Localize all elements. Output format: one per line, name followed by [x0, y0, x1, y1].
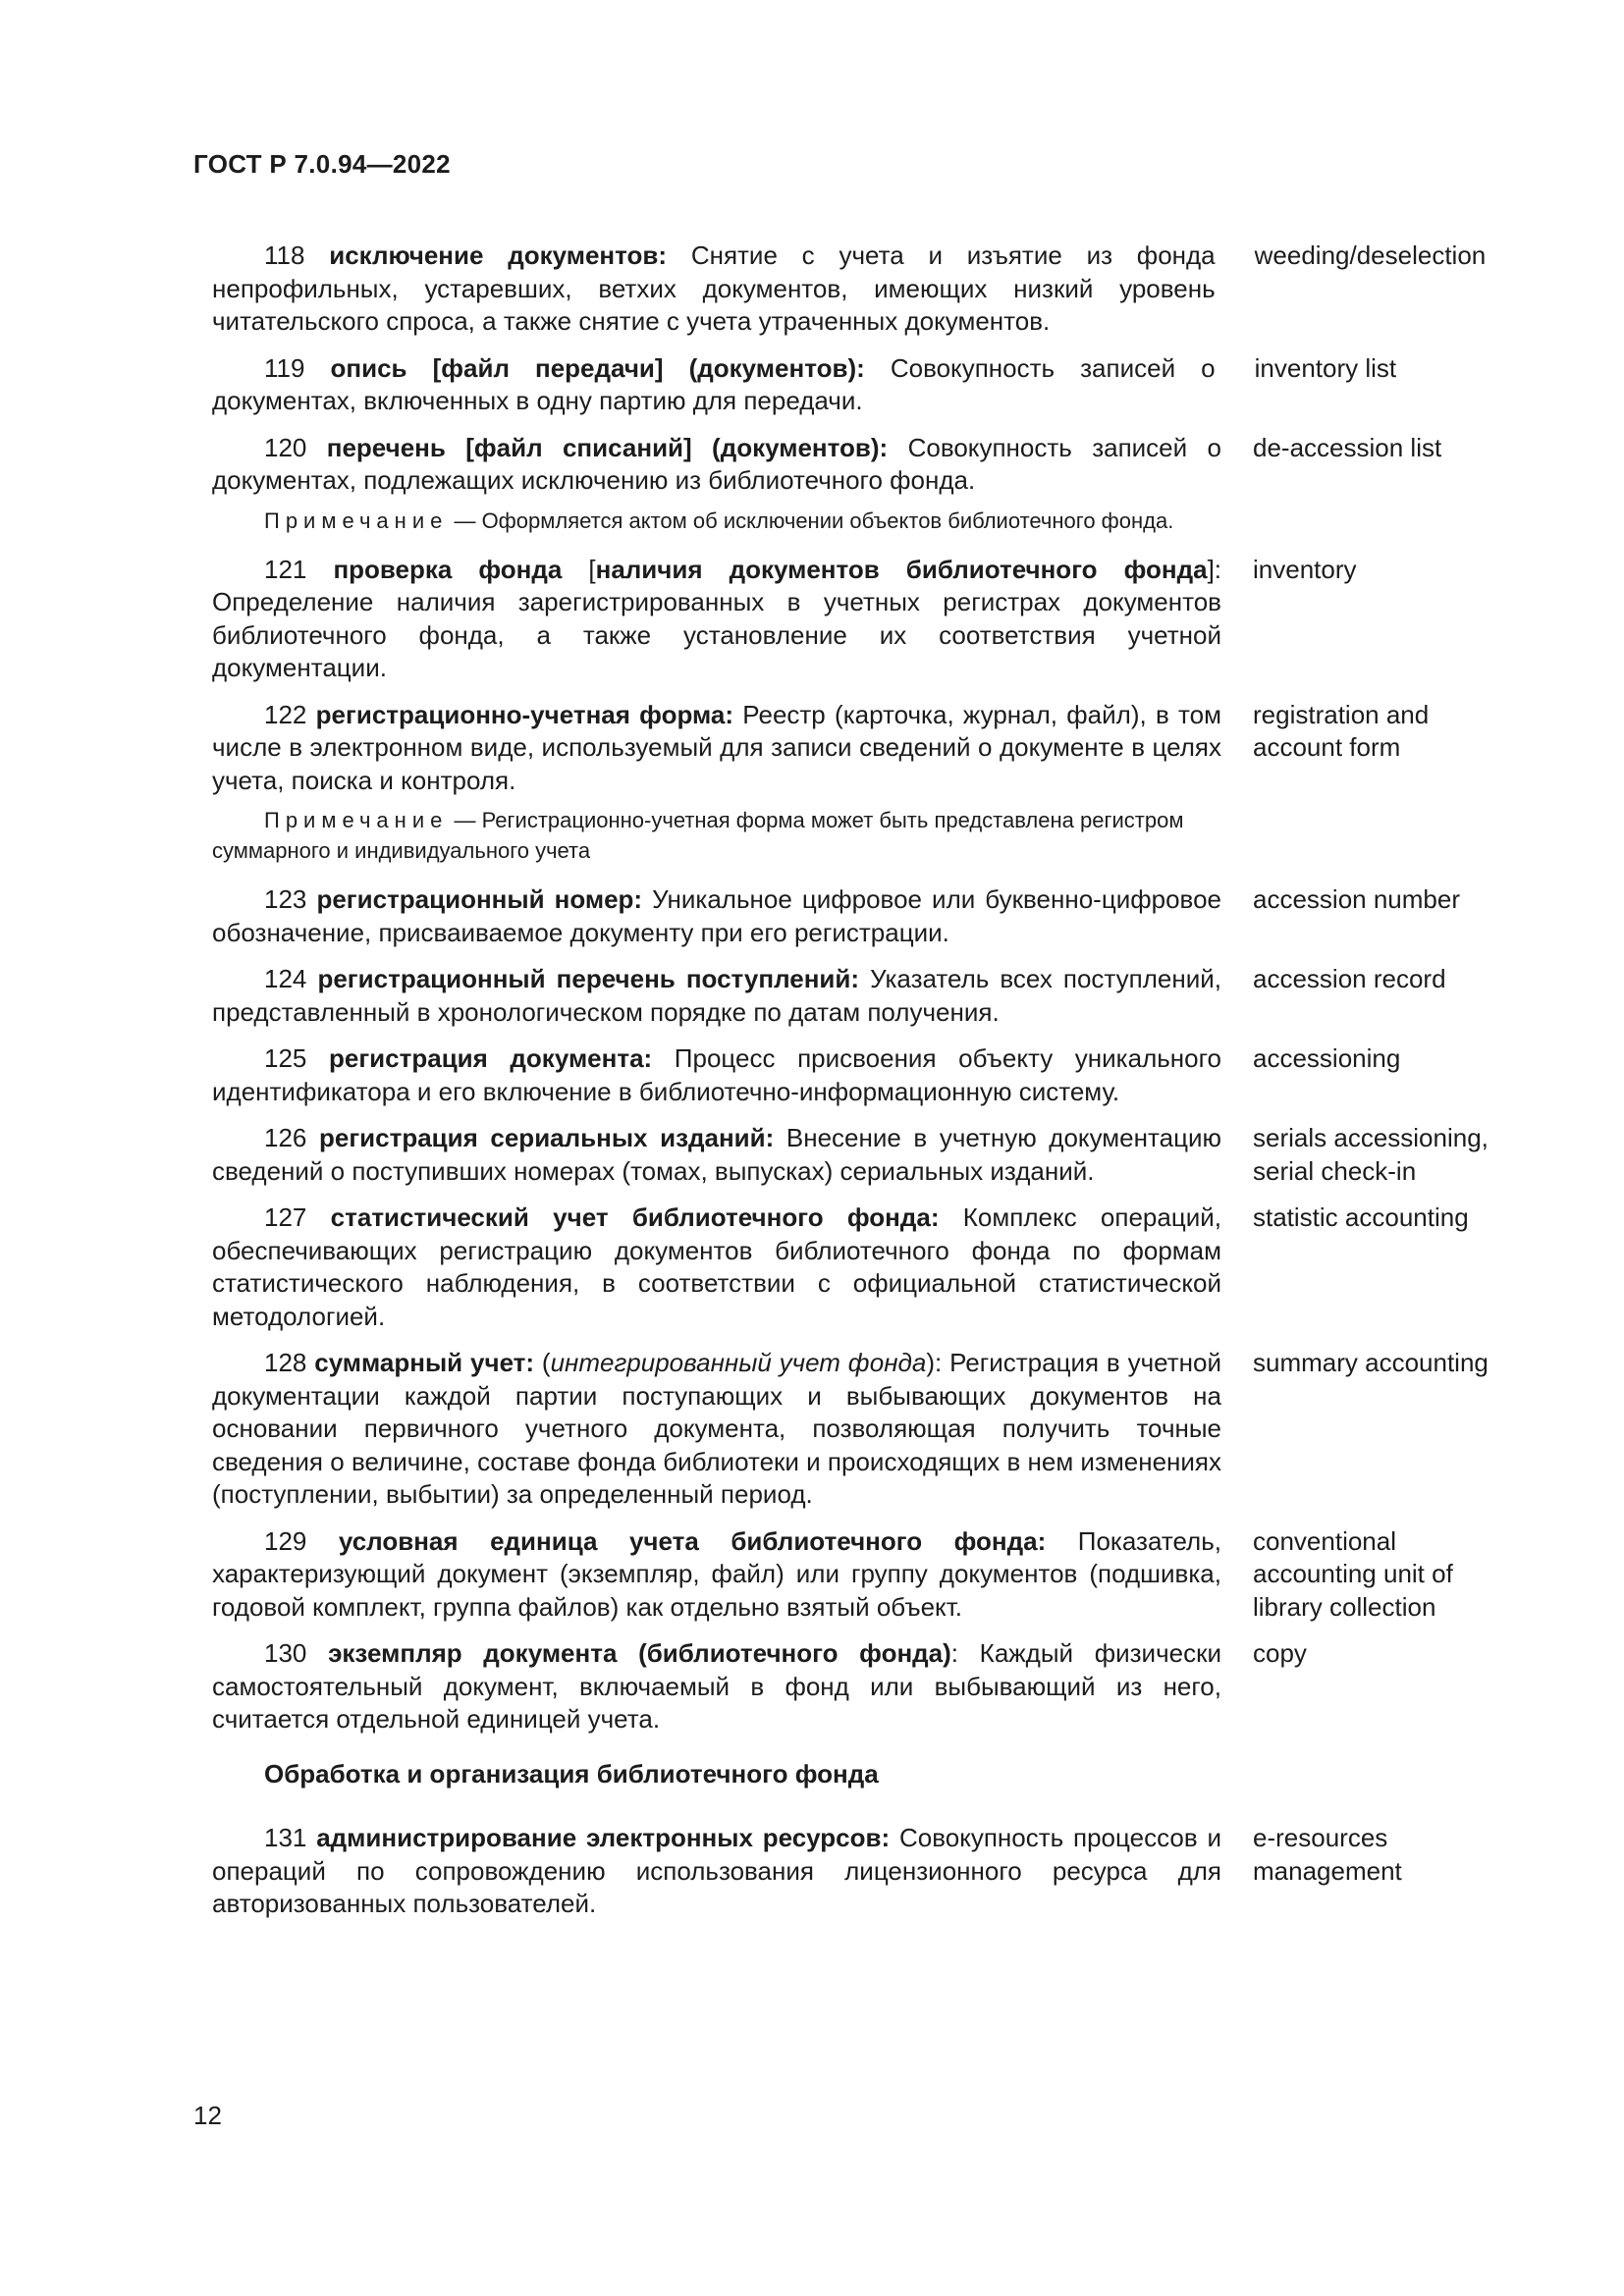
document-header: ГОСТ Р 7.0.94—2022 — [193, 149, 451, 179]
note-label: Примечание — [264, 507, 449, 533]
page-number: 12 — [193, 2101, 222, 2130]
definition-text: Совокупность процессов и операций по сопровождению использования лицензионного ресурса для авторизованных пользователей. — [212, 1823, 1221, 1918]
term-entry-124 — [212, 963, 1513, 1029]
term-entry-120 — [212, 432, 1513, 498]
term-title: опись [файл передачи] (документов): — [330, 352, 865, 383]
term-number: 122 — [264, 699, 307, 729]
term-definition — [212, 883, 1221, 949]
term-title: перечень [файл списаний] (документов): — [326, 432, 889, 462]
term-definition: 121 проверка фонда [наличия документов библиотечного фонда]: Определение наличия зарегистрированных в учетных регистрах документов библиотечного фонда, а также установление их соответствия учетной документации. — [212, 554, 1222, 682]
term-entry-129 — [212, 1525, 1513, 1625]
english-equivalent: serials accessioning, serial check-in — [1253, 1123, 1489, 1186]
english-equivalent: registration and account form — [1253, 699, 1430, 762]
term-definition — [212, 963, 1221, 1029]
term-definition — [212, 1525, 1221, 1625]
definition-text: Совокупность записей о документах, включенных в одну партию для передачи. — [212, 352, 1216, 415]
term-entry-121 — [212, 554, 1513, 685]
term-synonym-italic: интегрированный учет фонда — [550, 1348, 927, 1377]
term-title: регистрационно-учетная форма: — [315, 699, 734, 729]
term-number: 119 — [264, 352, 305, 383]
term-number: 130 — [264, 1638, 307, 1668]
english-equivalent: accession record — [1253, 964, 1446, 993]
english-equivalent: inventory — [1253, 554, 1357, 584]
term-number: 118 — [264, 240, 305, 270]
term-title: суммарный учет: — [314, 1348, 535, 1377]
term-title: условная единица учета библиотечного фонда: — [338, 1525, 1047, 1556]
term-entry-126 — [212, 1122, 1513, 1188]
term-definition — [212, 1122, 1221, 1188]
term-synonym: наличия документов библиотечного фонда — [595, 554, 1208, 584]
note-label: Примечание — [264, 808, 449, 832]
term-title: исключение документов: — [329, 240, 668, 270]
term-entry-125 — [212, 1042, 1513, 1108]
term-definition: 128 суммарный учет: (интегрированный учет фонда): Регистрация в учетной документации каждой партии поступающих и выбывающих документов на основании первичного учетного документа, позволяющая получить точные сведения о величине, составе фонда библиотеки и происходящих в нем изменениях (поступлении, выбытии) за определенный период. — [212, 1348, 1221, 1509]
term-number: 126 — [264, 1123, 307, 1152]
definition-text: Показатель, характеризующий документ (экземпляр, файл) или группу документов (подшивка, годовой комплект, группа файлов) как отдельно взятый объект. — [212, 1525, 1222, 1622]
term-number: 128 — [264, 1348, 307, 1377]
definition-text: Определение наличия зарегистрированных в учетных регистрах документов библиотечного фонда, а также установление их соответствия учетной документации. — [212, 587, 1221, 682]
term-number: 129 — [264, 1525, 307, 1556]
term-number: 127 — [264, 1202, 307, 1232]
term-title: проверка фонда — [333, 554, 563, 584]
term-title: администрирование электронных ресурсов: — [316, 1823, 891, 1852]
term-definition — [212, 1042, 1221, 1108]
english-equivalent: conventional accounting unit of library collection — [1253, 1525, 1453, 1622]
section-heading: Обработка и организация библиотечного фонда — [264, 1758, 879, 1789]
term-title: статистический учет библиотечного фонда: — [330, 1202, 940, 1232]
english-equivalent: copy — [1253, 1638, 1307, 1668]
term-title: регистрационный перечень поступлений: — [317, 964, 860, 993]
term-number: 131 — [264, 1823, 307, 1852]
term-definition — [212, 1201, 1221, 1333]
term-entry-127 — [212, 1201, 1513, 1333]
terms-list — [212, 240, 1513, 1935]
english-equivalent: de-accession list — [1253, 432, 1442, 462]
note-text: — Регистрационно-учетная форма может быть представлена регистром суммарного и индивидуального учета — [212, 808, 1184, 863]
term-definition — [212, 240, 1216, 339]
term-entry-119 — [212, 352, 1513, 418]
term-number: 121 — [264, 554, 307, 584]
definition-text: Внесение в учетную документацию сведений о поступивших номерах (томах, выпусках) сериальных изданий. — [212, 1123, 1221, 1186]
term-definition — [212, 1637, 1221, 1736]
term-entry-130 — [212, 1637, 1513, 1736]
term-definition — [212, 352, 1216, 418]
term-title: регистрационный номер: — [316, 884, 643, 914]
term-title: регистрация документа: — [329, 1043, 653, 1073]
english-equivalent: e-resources management — [1253, 1823, 1402, 1886]
english-equivalent: accessioning — [1253, 1043, 1401, 1073]
definition-text: Совокупность записей о документах, подлежащих исключению из библиотечного фонда. — [212, 432, 1221, 495]
note-122 — [212, 805, 1221, 866]
definition-text: : Каждый физически самостоятельный документ, включаемый в фонд или выбывающий из него, считается отдельной единицей учета. — [212, 1638, 1221, 1734]
term-number: 120 — [264, 432, 307, 462]
term-number: 125 — [264, 1043, 307, 1073]
definition-text: Комплекс операций, обеспечивающих регистрацию документов библиотечного фонда по формам статистического наблюдения, в соответствии с официальной статистической методологией. — [212, 1202, 1221, 1331]
term-number: 124 — [264, 964, 307, 993]
term-definition — [212, 432, 1221, 498]
term-definition — [212, 699, 1221, 798]
definition-text: Реестр (карточка, журнал, файл), в том числе в электронном виде, используемый для записи сведений о документе в целях учета, поиска и контроля. — [212, 699, 1221, 795]
definition-text: : Регистрация в учетной документации каждой партии поступающих и выбывающих документов на основании первичного учетного документа, позволяющая получить точные сведения о величине, составе фонда библиотеки и происходящих в нем изменениях (поступлении, выбытии) за определенный период. — [212, 1348, 1221, 1509]
term-definition — [212, 1822, 1221, 1921]
term-entry-131 — [212, 1822, 1513, 1921]
english-equivalent: inventory list — [1254, 352, 1397, 383]
definition-text: Указатель всех поступлений, представленный в хронологическом порядке по датам получения. — [212, 964, 1221, 1027]
definition-text: Уникальное цифровое или буквенно-цифровое обозначение, присваиваемое документу при его регистрации. — [212, 884, 1221, 947]
english-equivalent: accession number — [1253, 884, 1460, 914]
term-entry-122 — [212, 699, 1513, 798]
english-equivalent: summary accounting — [1253, 1348, 1489, 1377]
term-title: экземпляр документа (библиотечного фонда) — [328, 1638, 951, 1668]
english-equivalent: statistic accounting — [1253, 1202, 1469, 1232]
english-equivalent: weeding/deselection — [1254, 240, 1487, 270]
term-entry-118 — [212, 240, 1513, 339]
definition-text: Процесс присвоения объекту уникального идентификатора и его включение в библиотечно-информационную систему. — [212, 1043, 1221, 1106]
term-title: регистрация сериальных изданий: — [318, 1123, 775, 1152]
note-120 — [212, 506, 1221, 536]
definition-text: Снятие с учета и изъятие из фонда непрофильных, устаревших, ветхих документов, имеющих низкий уровень читательского спроса, а также снятие с учета утраченных документов. — [212, 240, 1216, 336]
term-number: 123 — [264, 884, 307, 914]
term-entry-123 — [212, 883, 1513, 949]
note-text: — Оформляется актом об исключении объектов библиотечного фонда. — [448, 507, 1174, 533]
term-entry-128 — [212, 1347, 1513, 1512]
